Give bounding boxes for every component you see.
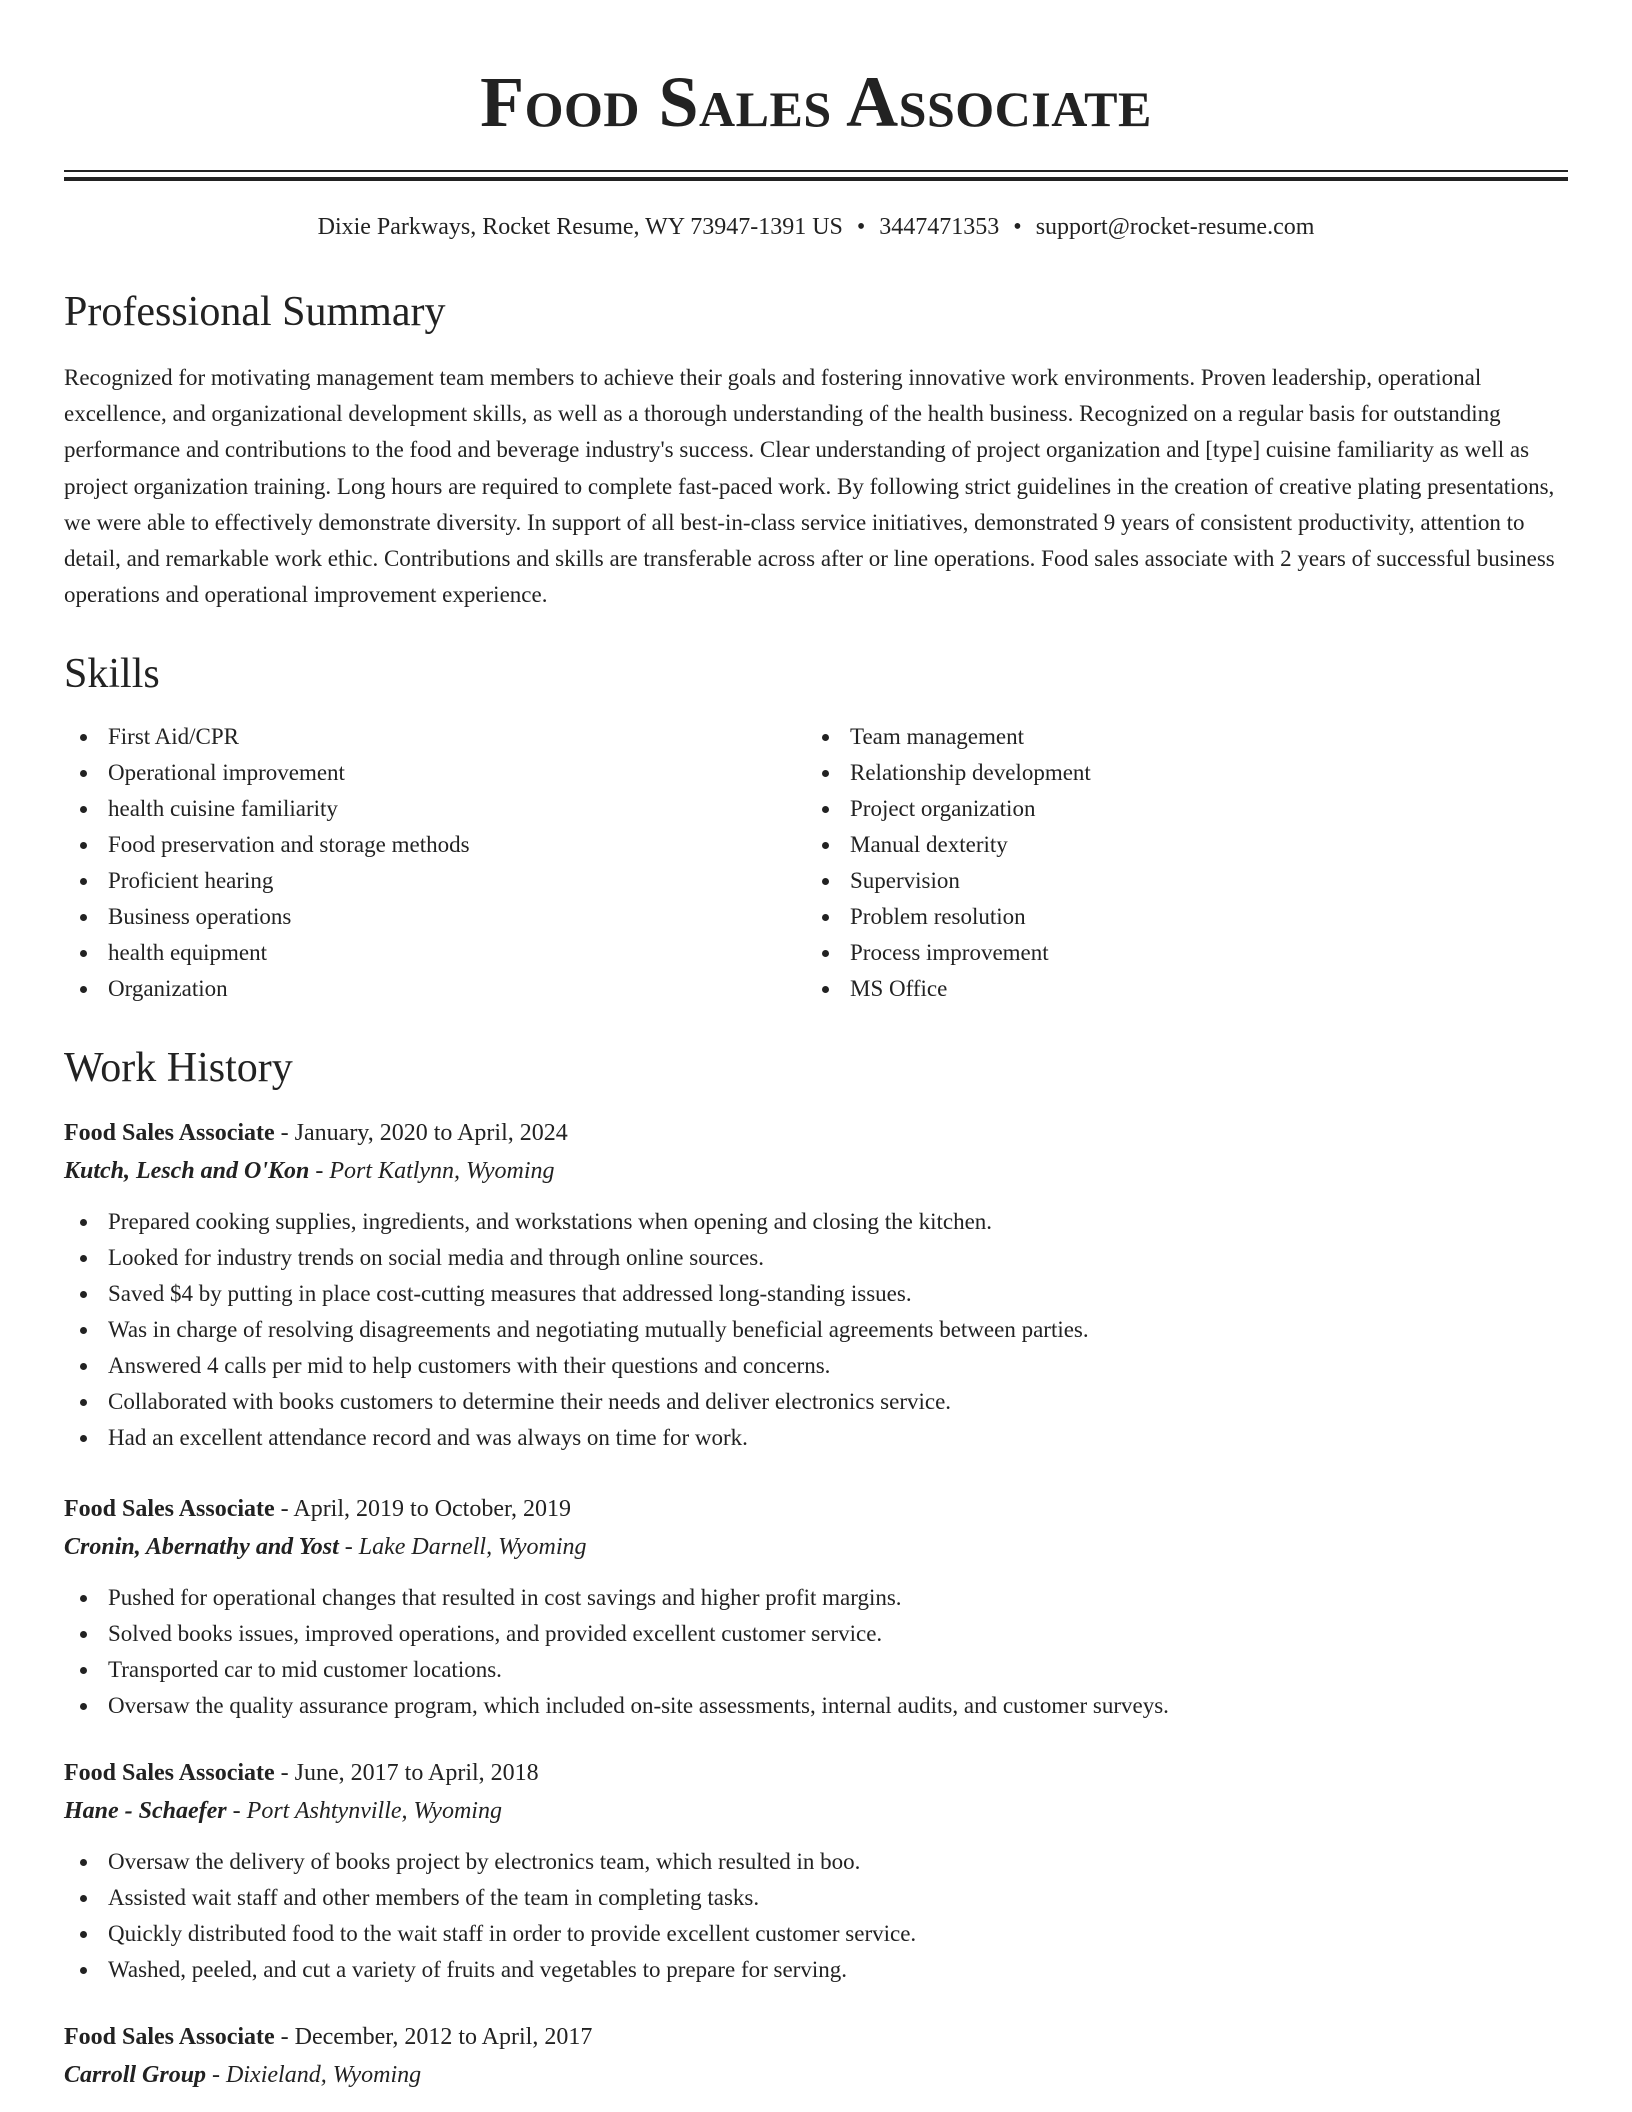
dash: -	[280, 2024, 289, 2051]
dash: -	[280, 1120, 289, 1147]
job-title-line	[64, 1754, 1568, 1792]
company-name: Hane - Schaefer	[64, 1798, 227, 1825]
job-bullet: Assisted wait staff and other members of the team in completing tasks.	[64, 1880, 1568, 1916]
summary-text: Recognized for motivating management team members to achieve their goals and fostering innovative work environments. Proven leadership, operational excellence, and organizational development skills, as well as a thorough understanding of the health business. Recognized on a regular basis for outstanding performance and contributions to the food and beverage industry's success. Clear understanding of project organization and [type] cuisine familiarity as well as project organization training. Long hours are required to complete fast-paced work. By following strict guidelines in the creation of creative plating presentations, we were able to effectively demonstrate diversity. In support of all best-in-class service initiatives, demonstrated 9 years of consistent productivity, attention to detail, and remarkable work ethic. Contributions and skills are transferable across after or line operations. Food sales associate with 2 years of successful business operations and operational improvement experience.	[64, 365, 1555, 608]
job-bullet: Solved books issues, improved operations, and provided excellent customer service.	[64, 1616, 1568, 1652]
company-location: Port Katlynn, Wyoming	[329, 1158, 555, 1185]
job-bullets	[64, 1580, 1568, 1724]
skill-item: First Aid/CPR	[64, 719, 806, 755]
job-entry	[64, 2018, 1568, 2094]
job-bullet: Collaborated with books customers to determine their needs and deliver electronics service.	[64, 1384, 1568, 1420]
company-line	[64, 1792, 1568, 1830]
job-bullet: Prepared cooking supplies, ingredients, and workstations when opening and closing the kitchen.	[64, 1204, 1568, 1240]
company-name: Cronin, Abernathy and Yost	[64, 1534, 339, 1561]
skill-item: health cuisine familiarity	[64, 791, 806, 827]
job-title: Food Sales Associate	[64, 1120, 275, 1147]
job-title-line	[64, 2018, 1568, 2056]
company-location: Port Ashtynville, Wyoming	[246, 1798, 502, 1825]
job-entry	[64, 1754, 1568, 1988]
work-history-heading: Work History	[64, 1045, 293, 1092]
job-bullet: Looked for industry trends on social media and through online sources.	[64, 1240, 1568, 1276]
job-bullet: Transported car to mid customer locations.	[64, 1652, 1568, 1688]
skills-column-right	[806, 719, 1548, 1007]
resume-title: Food Sales Associate	[480, 62, 1152, 142]
job-title-line	[64, 1114, 1568, 1152]
job-bullet: Oversaw the delivery of books project by electronics team, which resulted in boo.	[64, 1844, 1568, 1880]
skill-item: health equipment	[64, 935, 806, 971]
dash: -	[315, 1158, 324, 1185]
dash: -	[232, 1798, 241, 1825]
contact-email: support@rocket-resume.com	[1035, 214, 1315, 240]
job-title: Food Sales Associate	[64, 2024, 275, 2051]
job-bullet: Quickly distributed food to the wait staff in order to provide excellent customer service.	[64, 1916, 1568, 1952]
job-bullet: Saved $4 by putting in place cost-cutting measures that addressed long-standing issues.	[64, 1276, 1568, 1312]
summary-heading: Professional Summary	[64, 289, 446, 335]
job-dates: December, 2012 to April, 2017	[294, 2024, 593, 2051]
contact-separator: •	[1013, 214, 1022, 240]
job-bullet: Had an excellent attendance record and was always on time for work.	[64, 1420, 1568, 1456]
skill-item: Organization	[64, 971, 806, 1007]
company-name: Carroll Group	[64, 2062, 207, 2089]
dash: -	[280, 1496, 289, 1523]
company-location: Dixieland, Wyoming	[226, 2062, 422, 2089]
contact-separator: •	[856, 214, 866, 240]
company-line	[64, 2056, 1568, 2094]
job-dates: June, 2017 to April, 2018	[294, 1760, 539, 1787]
skill-item: Relationship development	[806, 755, 1548, 791]
dash: -	[280, 1760, 289, 1787]
contact-phone: 3447471353	[879, 214, 1000, 240]
skill-item: MS Office	[806, 971, 1548, 1007]
contact-address: Dixie Parkways, Rocket Resume, WY 73947-1391 US	[317, 214, 843, 240]
job-bullet: Washed, peeled, and cut a variety of fruits and vegetables to prepare for serving.	[64, 1952, 1568, 1988]
job-dates: April, 2019 to October, 2019	[293, 1496, 572, 1523]
job-dates: January, 2020 to April, 2024	[294, 1120, 568, 1147]
job-bullets	[64, 1844, 1568, 1988]
job-bullet: Answered 4 calls per mid to help customers with their questions and concerns.	[64, 1348, 1568, 1384]
company-line	[64, 1528, 1568, 1566]
skill-item: Operational improvement	[64, 755, 806, 791]
skills-list	[64, 719, 1568, 1007]
skills-column-left	[64, 719, 806, 1007]
job-entry	[64, 1490, 1568, 1724]
job-bullet: Was in charge of resolving disagreements and negotiating mutually beneficial agreements between parties.	[64, 1312, 1568, 1348]
skill-item: Food preservation and storage methods	[64, 827, 806, 863]
skill-item: Project organization	[806, 791, 1548, 827]
skill-item: Business operations	[64, 899, 806, 935]
skill-item: Proficient hearing	[64, 863, 806, 899]
job-bullets	[64, 1204, 1568, 1456]
skill-item: Team management	[806, 719, 1548, 755]
job-title: Food Sales Associate	[64, 1760, 275, 1787]
title-divider	[64, 170, 1568, 181]
company-name: Kutch, Lesch and O'Kon	[64, 1158, 310, 1185]
job-title: Food Sales Associate	[64, 1496, 275, 1523]
skill-item: Manual dexterity	[806, 827, 1548, 863]
dash: -	[212, 2062, 221, 2089]
skills-heading: Skills	[64, 651, 160, 698]
job-entry	[64, 1114, 1568, 1456]
skill-item: Problem resolution	[806, 899, 1548, 935]
job-bullet: Oversaw the quality assurance program, which included on-site assessments, internal audits, and customer surveys.	[64, 1688, 1568, 1724]
job-bullet: Pushed for operational changes that resulted in cost savings and higher profit margins.	[64, 1580, 1568, 1616]
skill-item: Process improvement	[806, 935, 1548, 971]
company-location: Lake Darnell, Wyoming	[358, 1534, 587, 1561]
dash: -	[344, 1534, 353, 1561]
contact-line	[64, 215, 1568, 239]
skill-item: Supervision	[806, 863, 1548, 899]
job-title-line	[64, 1490, 1568, 1528]
company-line	[64, 1152, 1568, 1190]
